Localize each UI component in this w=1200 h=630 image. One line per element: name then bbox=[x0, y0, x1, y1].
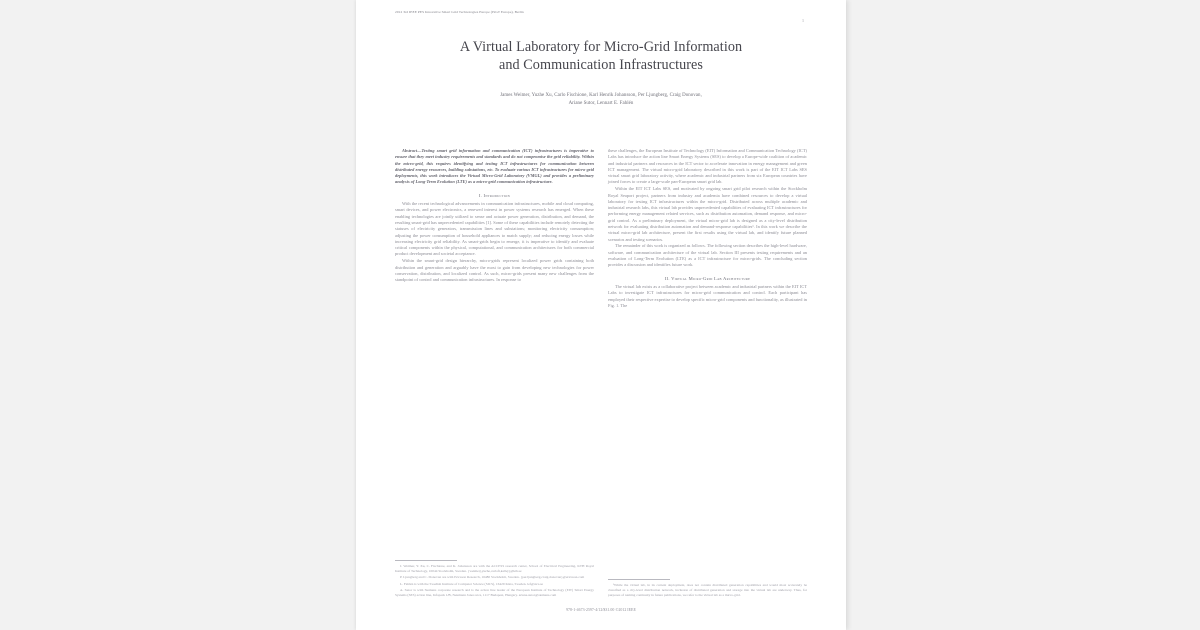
section-heading-architecture: II. Virtual Micro-Grid Lab Architecture bbox=[664, 275, 751, 281]
footnote-separator-rule bbox=[608, 579, 670, 580]
footnote: A. Sutor is with Siemens corporate research and is the action line leader of the European Institute of Technology (EIT) Smart Energy Systems (SES) action line, Infopark 1/B, Neumann Janos utca, 1117 Budapest, Hungary. ariane.sutor@siemens.com bbox=[395, 588, 594, 598]
footnote: P. Ljungberg and C. Donovan are with Ericsson Research, 16480 Stockholm, Sweden. {per.ljungberg,craig.donovan}@ericsson.com bbox=[400, 575, 585, 580]
paragraph: The virtual lab exists as a collaborative project between academic and industrial partners within the EIT ICT Labs to investigate ICT infrastructures for micro-grid communication and control. Each participant has employed their respective expertise to develop specific micro-grid components and functionality, as illustrated in Fig. 1. The bbox=[608, 283, 807, 308]
paper-title-line-1: A Virtual Laboratory for Micro-Grid Information bbox=[459, 39, 743, 55]
footnote: ¹While the virtual lab, in its current deployment, does not contain distributed generation capabilities and would most accurately be classified as a city-level distribution network, inclusion of distributed generation and storage into the virtual lab are underway. Thus, for purposes of naming continuity in future publications, we refer to the virtual lab as a micro-grid. bbox=[608, 583, 807, 598]
body-columns bbox=[395, 148, 807, 600]
document-page bbox=[356, 0, 846, 630]
section-heading-introduction: I. Introduction bbox=[478, 192, 511, 198]
conference-header-text: 2012 3rd IEEE PES Innovative Smart Grid Technologies Europe (ISGT Europe), Berlin bbox=[395, 10, 524, 14]
page-number: 1 bbox=[802, 18, 804, 23]
right-column bbox=[608, 148, 807, 600]
paper-title-line-2: and Communication Infrastructures bbox=[498, 57, 704, 73]
left-column bbox=[395, 148, 594, 600]
title-block bbox=[400, 38, 802, 74]
isbn-copyright-text: 978-1-4673-2597-4/12/$31.00 ©2012 IEEE bbox=[566, 608, 636, 612]
author-block bbox=[400, 92, 802, 107]
footnote: L. Fahlén is with the Swedish Institute of Computer Science (SICS), 16429 Kista, Sweden. lef@sics.se bbox=[400, 581, 544, 586]
paragraph: With the recent technological advancements in communication infrastructures, mobile and cloud computing, smart devices, and power electronics, a renewed interest in power systems research has emerged. When these enabling technologies are jointly utilized to sense and actuate power generation, distribution, and demand, the resulting smart-grid has unprecedented capabilities [1]. Some of these capabilities include remotely detecting the statuses of electricity generators, transmission lines and substations; monitoring electricity consumption; adjusting the power consumption of household appliances to match supply; and reducing energy losses while increasing electricity grid reliability. As smart-grids begin to emerge, it is imperative to identify and evaluate critical components within the physical, computational, and communication architectures for both commercial product development and societal acceptance. bbox=[395, 201, 594, 257]
footnote: J. Weimer, Y. Xu, C. Fischione, and K. Johansson are with the ACCESS research center, School of Electrical Engineering, KTH Royal Institute of Technology, 10044 Stockholm, Sweden. {weimerj,yuzhe,carlofi,kallej}@kth.se bbox=[395, 563, 594, 573]
left-column-content bbox=[395, 148, 594, 283]
left-footnote-area bbox=[395, 555, 594, 600]
paragraph: The remainder of this work is organized as follows. The following section describes the high-level hardware, software, and communication architecture of the virtual lab. Section III presents testing requirements and an evaluation of Long-Term Evolution (LTE) as a ICT infrastructure for micro-grids. The concluding section provides a discussion and identifies future work. bbox=[608, 243, 807, 268]
author-line-1: James Weimer, Yuzhe Xu, Carlo Fischione, Karl Henrik Johansson, Per Ljungberg, Craig Donovan, bbox=[500, 93, 702, 98]
paragraph: Within the EIT ICT Labs SES, and motivated by ongoing smart grid pilot research within the Stockholm Royal Seaport project, partners from industry and academia have combined resources to develop a virtual laboratory for testing ICT infrastructures within the micro-grid. Distributed across multiple academic and industrial research labs, this virtual lab provides unprecedented capabilities of evaluating ICT infrastructures for performing energy management related services, such as distribution automation, demand response, and micro-grid control. As a preliminary deployment, the virtual micro-grid lab is designed as a city-level distribution network for evaluating distribution automation and demand-response capabilities¹. In this work we describe the virtual micro-grid lab architecture, present the first results using the virtual lab, and identify future planned scenarios and testing scenarios. bbox=[608, 186, 807, 242]
page-footer bbox=[395, 607, 807, 613]
footnote-separator-rule bbox=[395, 560, 457, 561]
right-footnote-area bbox=[608, 574, 807, 600]
right-column-content bbox=[608, 148, 807, 309]
running-head bbox=[395, 8, 807, 17]
paragraph: these challenges, the European Institute of Technology (EIT) Information and Communication Technology (ICT) Labs has introduce the action line Smart Energy Systems (SES) to develop a Europe-wide coalition of academic and industrial partners and resources in the ICT sector to accelerate innovation in energy management and green ICT management. The virtual micro-grid laboratory described in this work is part of the EIT ICT Labs SES virtual smart grid laboratory activity, where academic and industrial partners from six European countries have joined forces to create a large-scale pan-European smart grid lab. bbox=[608, 148, 807, 185]
abstract-text: Abstract—Testing smart grid information and communication (ICT) infrastructures is imperative to ensure that they meet industry requirements and standards and do not compromise the grid reliability. Within the micro-grid, this requires identifying and testing ICT infrastructures for communication between distributed energy resources, building substations, etc. To evaluate various ICT infrastructures for micro-grid deployments, this work introduces the Virtual Micro-Grid Laboratory (VMGL) and provides a preliminary analysis of Long-Term Evolution (LTE) as a micro-grid communication infrastructure. bbox=[395, 148, 594, 185]
paragraph: Within the smart-grid design hierarchy, micro-grids represent localized power grids containing both distribution and generation and arguably have the most to gain from developing new technologies for power conservation, distribution, and localized control. As such, micro-grids present many new challenges from the standpoint of control and communication infrastructures. In response to bbox=[395, 258, 594, 283]
author-line-2: Ariane Sutor, Lennart E. Fahlén bbox=[568, 100, 634, 106]
